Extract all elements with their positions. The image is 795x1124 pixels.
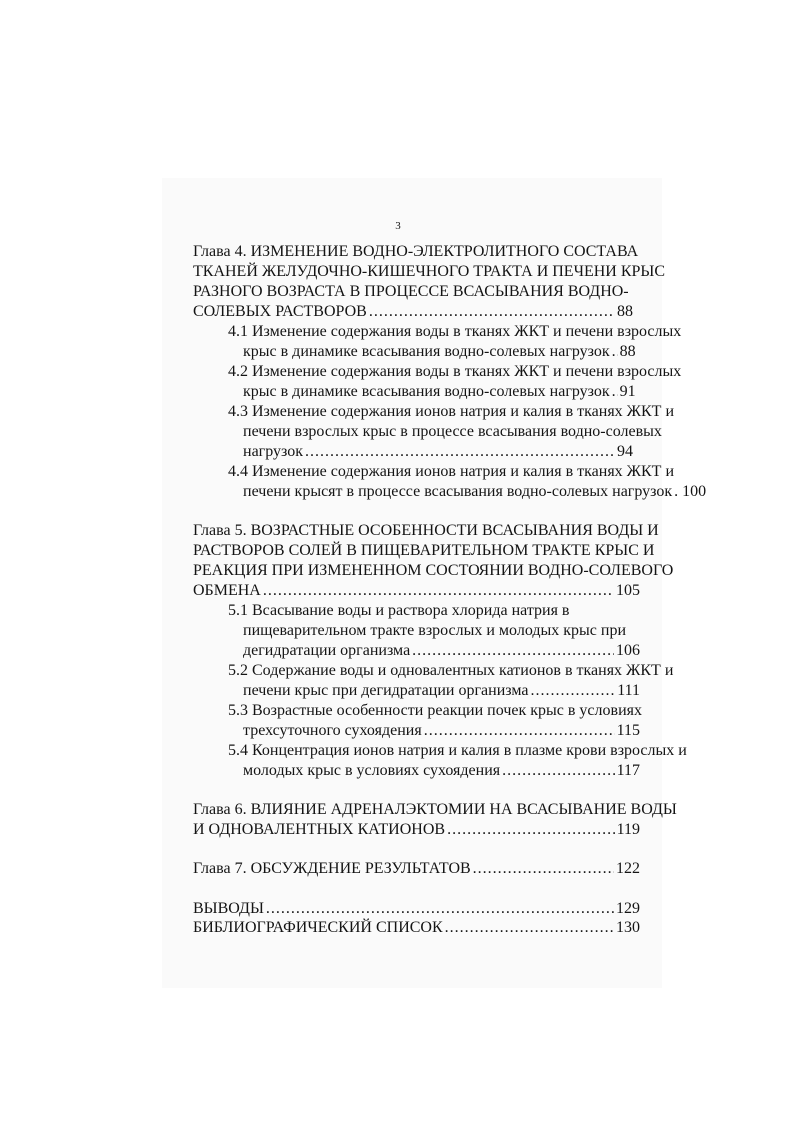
conclusions-title: ВЫВОДЫ bbox=[193, 900, 264, 917]
bibliography-page: 130 bbox=[616, 919, 640, 936]
chapter-5-title-line-2: РАСТВОРОВ СОЛЕЙ В ПИЩЕВАРИТЕЛЬНОМ ТРАКТЕ КРЫС И bbox=[193, 542, 655, 559]
leader-dots bbox=[530, 682, 615, 700]
leader-dots bbox=[424, 722, 615, 740]
section-4-1-line-2: крыс в динамике всасывания водно-солевых нагрузок bbox=[243, 343, 610, 360]
section-5-4-entry bbox=[243, 762, 640, 780]
section-4-3-page: 94 bbox=[617, 443, 633, 460]
chapter-5-entry bbox=[193, 582, 640, 600]
chapter-6-title-line-1: Глава 6. ВЛИЯНИЕ АДРЕНАЛЭКТОМИИ НА ВСАСЫВАНИЕ ВОДЫ bbox=[193, 801, 677, 818]
section-5-3-line-2: трехсуточного сухоядения bbox=[243, 722, 422, 739]
section-4-2-line-2: крыс в динамике всасывания водно-солевых нагрузок bbox=[243, 383, 610, 400]
chapter-4-page: 88 bbox=[617, 303, 633, 320]
chapter-7-title: Глава 7. ОБСУЖДЕНИЕ РЕЗУЛЬТАТОВ bbox=[193, 860, 471, 877]
leader-dots bbox=[445, 919, 614, 937]
chapter-6-entry bbox=[193, 821, 640, 839]
section-5-2-line-2: печени крыс при дегидратации организма bbox=[243, 682, 529, 699]
section-5-2-entry bbox=[243, 682, 640, 700]
leader-dots bbox=[612, 383, 618, 401]
section-4-3-line-1: 4.3 Изменение содержания ионов натрия и калия в тканях ЖКТ и bbox=[228, 403, 675, 420]
chapter-5-page: 105 bbox=[616, 582, 640, 599]
section-4-1-line-1: 4.1 Изменение содержания воды в тканях ЖКТ и печени взрослых bbox=[228, 323, 682, 340]
section-5-4-line-2: молодых крыс в условиях сухоядения bbox=[243, 762, 501, 779]
chapter-4-title-line-1: Глава 4. ИЗМЕНЕНИЕ ВОДНО-ЭЛЕКТРОЛИТНОГО СОСТАВА bbox=[193, 243, 639, 260]
section-4-3-line-2: печени взрослых крыс в процессе всасывания водно-солевых bbox=[243, 423, 662, 440]
section-4-4-line-2: печени крысят в процессе всасывания водно-солевых нагрузок bbox=[243, 483, 673, 500]
leader-dots bbox=[266, 900, 614, 918]
section-4-3-entry bbox=[243, 443, 633, 461]
section-4-1-entry bbox=[243, 343, 636, 361]
section-5-1-line-2: пищеварительном тракте взрослых и молодых крыс при bbox=[243, 622, 627, 639]
section-4-2-line-1: 4.2 Изменение содержания воды в тканях ЖКТ и печени взрослых bbox=[228, 363, 682, 380]
chapter-5-title-line-4: ОБМЕНА bbox=[193, 582, 261, 599]
section-5-3-entry bbox=[243, 722, 640, 740]
chapter-5-title-line-1: Глава 5. ВОЗРАСТНЫЕ ОСОБЕННОСТИ ВСАСЫВАНИЯ ВОДЫ И bbox=[193, 522, 659, 539]
chapter-6-title-line-2: И ОДНОВАЛЕНТНЫХ КАТИОНОВ bbox=[193, 821, 446, 838]
leader-dots bbox=[263, 582, 614, 600]
bibliography-entry bbox=[193, 919, 640, 937]
section-5-1-line-1: 5.1 Всасывание воды и раствора хлорида натрия в bbox=[228, 602, 570, 619]
page-number: 3 bbox=[395, 220, 401, 232]
section-4-1-page: 88 bbox=[619, 343, 636, 360]
chapter-5-title-line-3: РЕАКЦИЯ ПРИ ИЗМЕНЕННОМ СОСТОЯНИИ ВОДНО-СОЛЕВОГО bbox=[193, 562, 674, 579]
chapter-7-entry bbox=[193, 860, 640, 878]
leader-dots bbox=[447, 821, 615, 839]
conclusions-entry bbox=[193, 900, 640, 918]
chapter-4-title-line-4: СОЛЕВЫХ РАСТВОРОВ bbox=[193, 303, 367, 320]
section-5-1-line-3: дегидратации организма bbox=[243, 642, 411, 659]
chapter-7-page: 122 bbox=[616, 860, 640, 877]
section-5-3-line-1: 5.3 Возрастные особенности реакции почек крыс в условиях bbox=[228, 702, 642, 719]
section-5-3-page: 115 bbox=[616, 722, 640, 739]
conclusions-page: 129 bbox=[616, 900, 640, 917]
leader-dots bbox=[674, 483, 680, 501]
chapter-4-title-line-3: РАЗНОГО ВОЗРАСТА В ПРОЦЕССЕ ВСАСЫВАНИЯ ВОДНО- bbox=[193, 283, 629, 300]
section-5-2-line-1: 5.2 Содержание воды и одновалентных катионов в тканях ЖКТ и bbox=[228, 662, 674, 679]
leader-dots bbox=[473, 860, 614, 878]
chapter-4-title-line-2: ТКАНЕЙ ЖЕЛУДОЧНО-КИШЕЧНОГО ТРАКТА И ПЕЧЕНИ КРЫС bbox=[193, 263, 666, 280]
section-4-2-entry bbox=[243, 383, 636, 401]
section-4-4-entry bbox=[243, 483, 707, 501]
bibliography-title: БИБЛИОГРАФИЧЕСКИЙ СПИСОК bbox=[193, 919, 443, 936]
chapter-6-page: 119 bbox=[616, 821, 640, 838]
section-5-2-page: 111 bbox=[617, 682, 640, 699]
section-5-1-entry bbox=[243, 642, 640, 660]
section-4-4-line-1: 4.4 Изменение содержания ионов натрия и калия в тканях ЖКТ и bbox=[228, 463, 675, 480]
section-4-4-page: 100 bbox=[682, 483, 707, 500]
section-5-1-page: 106 bbox=[616, 642, 640, 659]
section-5-4-page: 117 bbox=[616, 762, 640, 779]
section-4-2-page: 91 bbox=[619, 383, 636, 400]
leader-dots bbox=[502, 762, 614, 780]
chapter-4-entry bbox=[193, 303, 633, 321]
leader-dots bbox=[612, 343, 618, 361]
leader-dots bbox=[412, 642, 614, 660]
section-4-3-line-3: нагрузок bbox=[243, 443, 304, 460]
leader-dots bbox=[369, 303, 615, 321]
leader-dots bbox=[305, 443, 615, 461]
section-5-4-line-1: 5.4 Концентрация ионов натрия и калия в плазме крови взрослых и bbox=[228, 742, 687, 759]
